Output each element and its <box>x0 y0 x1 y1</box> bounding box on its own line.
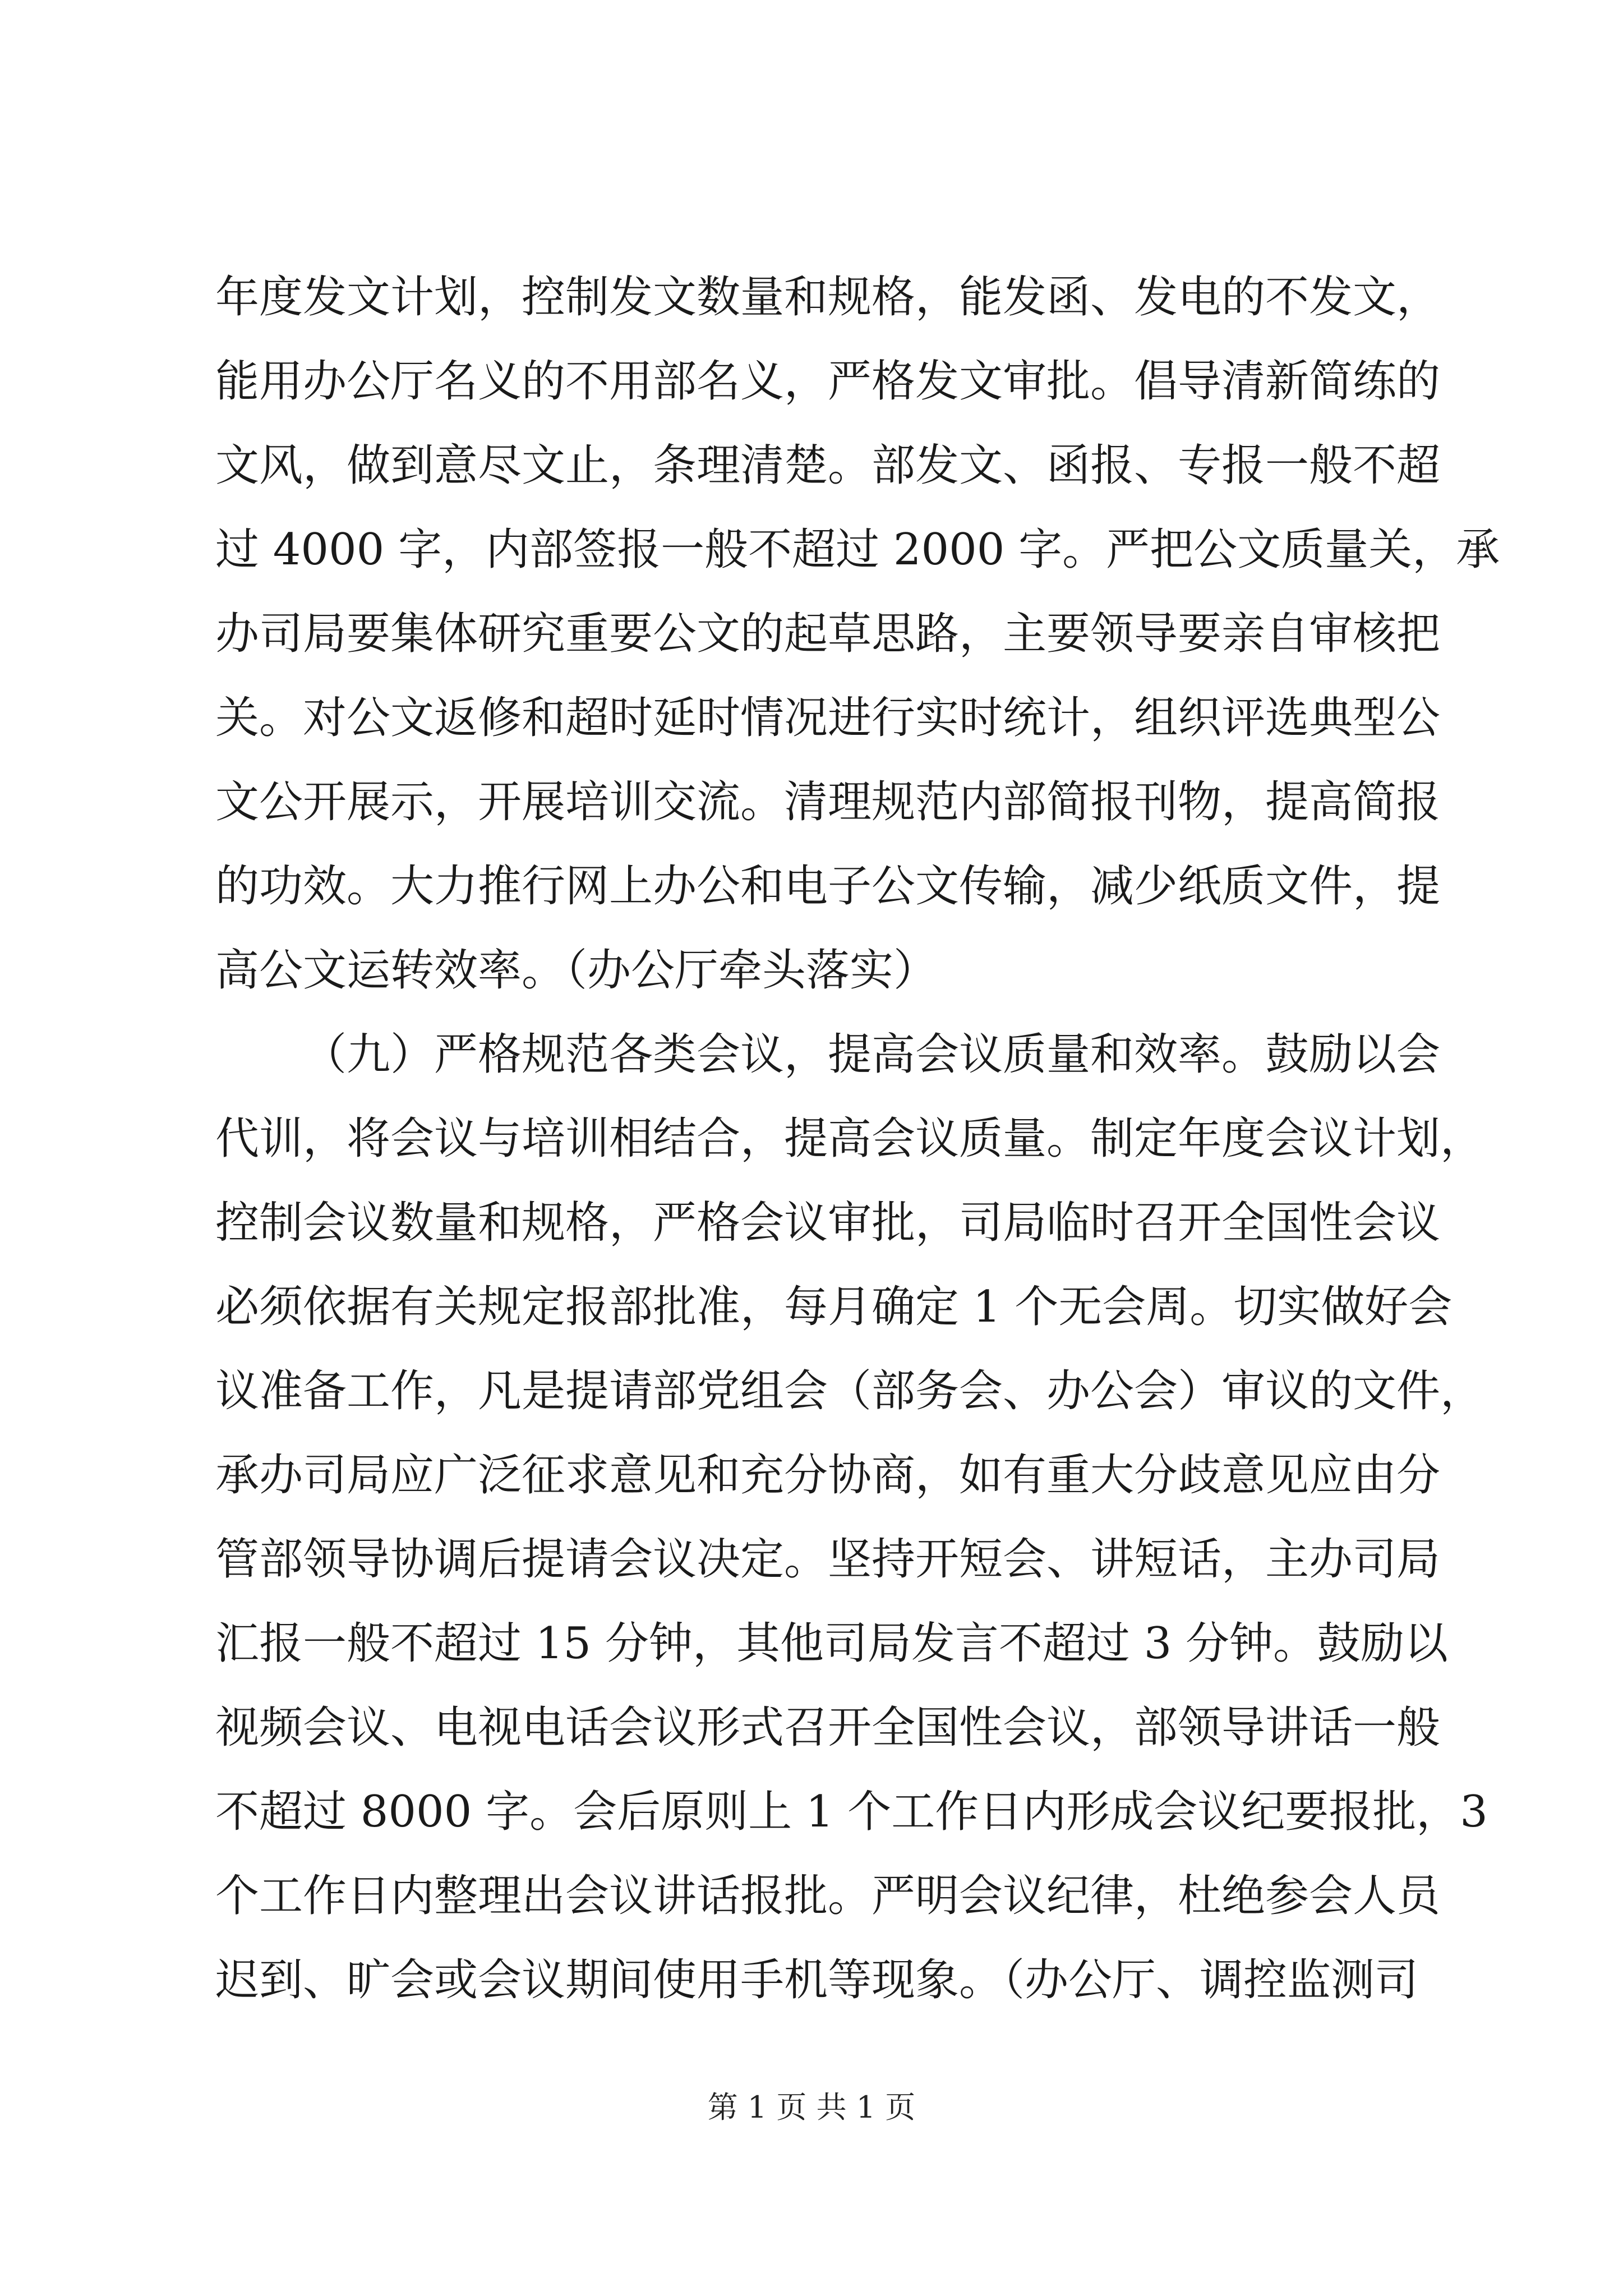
text-line: 高公文运转效率。（办公厅牵头落实） <box>215 945 938 996</box>
page-number-footer: 第 1 页 共 1 页 <box>707 2090 916 2125</box>
text-line: 控制会议数量和规格，严格会议审批，司局临时召开全国性会议 <box>215 1198 1441 1248</box>
text-line: 文公开展示，开展培训交流。清理规范内部简报刊物，提高简报 <box>215 777 1441 827</box>
text-line: 代训，将会议与培训相结合，提高会议质量。制定年度会议计划， <box>215 1114 1484 1164</box>
text-line: 个工作日内整理出会议讲话报批。严明会议纪律，杜绝参会人员 <box>215 1871 1441 1921</box>
text-line: 迟到、旷会或会议期间使用手机等现象。（办公厅、调控监测司 <box>215 1955 1419 2005</box>
text-line: 能用办公厅名义的不用部名义，严格发文审批。倡导清新简练的 <box>215 356 1441 407</box>
text-line: 关。对公文返修和超时延时情况进行实时统计，组织评选典型公 <box>215 693 1441 743</box>
text-line: 必须依据有关规定报部批准，每月确定 1 个无会周。切实做好会 <box>215 1282 1453 1332</box>
text-line: 议准备工作，凡是提请部党组会（部务会、办公会）审议的文件， <box>215 1366 1484 1416</box>
text-line: 的功效。大力推行网上办公和电子公文传输，减少纸质文件，提 <box>215 861 1441 912</box>
paragraph-heading-line: （九）严格规范各类会议，提高会议质量和效率。鼓励以会 <box>303 1029 1441 1080</box>
text-line: 文风，做到意尽文止，条理清楚。部发文、函报、专报一般不超 <box>215 440 1441 491</box>
text-line: 汇报一般不超过 15 分钟，其他司局发言不超过 3 分钟。鼓励以 <box>215 1618 1449 1669</box>
text-line: 管部领导协调后提请会议决定。坚持开短会、讲短话，主办司局 <box>215 1534 1441 1585</box>
text-line: 年度发文计划，控制发文数量和规格，能发函、发电的不发文， <box>215 272 1441 323</box>
text-line: 不超过 8000 字。会后原则上 1 个工作日内形成会议纪要报批，3 <box>215 1787 1488 1837</box>
text-line: 视频会议、电视电话会议形式召开全国性会议，部领导讲话一般 <box>215 1703 1441 1753</box>
text-line: 承办司局应广泛征求意见和充分协商，如有重大分歧意见应由分 <box>215 1450 1441 1501</box>
text-line: 过 4000 字，内部签报一般不超过 2000 字。严把公文质量关，承 <box>215 524 1500 575</box>
text-line: 办司局要集体研究重要公文的起草思路，主要领导要亲自审核把 <box>215 609 1441 659</box>
